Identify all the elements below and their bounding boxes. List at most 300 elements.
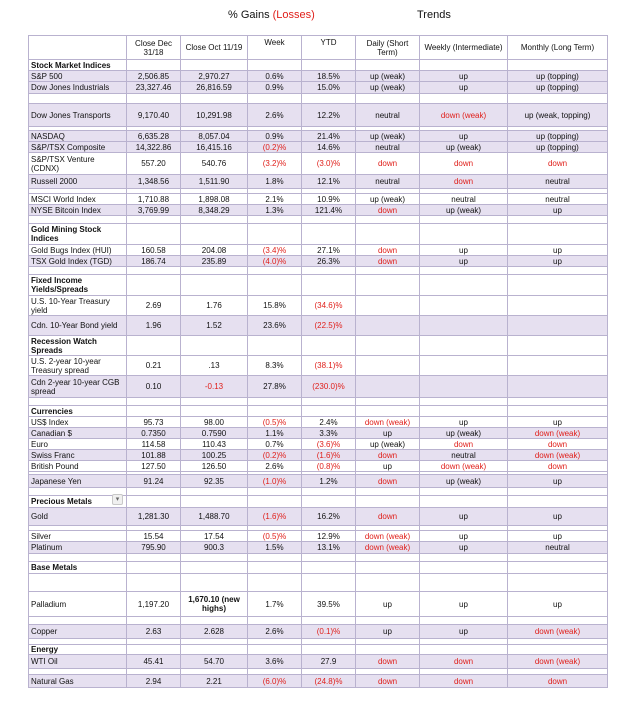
cell-monthly: neutral — [508, 542, 608, 554]
market-trends-table — [28, 35, 608, 688]
col-header-week: Week — [248, 36, 302, 60]
cell-c2: 540.76 — [181, 153, 248, 175]
empty-cell — [248, 398, 302, 406]
cell-c1: 14,322.86 — [127, 142, 181, 153]
row-label: Dow Jones Transports — [29, 104, 127, 127]
cell-ytd: 26.3% — [302, 256, 356, 267]
cell-monthly: down (weak) — [508, 625, 608, 639]
empty-cell — [302, 406, 356, 417]
empty-cell — [508, 645, 608, 655]
cell-weekly: neutral — [420, 450, 508, 461]
cell-week: (0.5)% — [248, 417, 302, 428]
empty-cell — [181, 94, 248, 104]
table-row — [29, 542, 608, 554]
spacer-row — [29, 267, 608, 275]
empty-cell — [302, 488, 356, 496]
empty-cell — [248, 496, 302, 508]
empty-cell — [127, 267, 181, 275]
cell-ytd: (230.0)% — [302, 376, 356, 398]
empty-cell — [508, 398, 608, 406]
empty-cell — [356, 617, 420, 625]
empty-cell — [181, 406, 248, 417]
cell-daily: down — [356, 256, 420, 267]
empty-cell — [356, 216, 420, 224]
cell-week: 0.7% — [248, 439, 302, 450]
cell-daily: up (weak) — [356, 71, 420, 82]
cell-daily: neutral — [356, 104, 420, 127]
empty-cell — [356, 554, 420, 562]
empty-cell — [248, 645, 302, 655]
col-header-close-dec: Close Dec 31/18 — [127, 36, 181, 60]
table-row — [29, 131, 608, 142]
cell-c1: 1,281.30 — [127, 508, 181, 526]
chevron-down-icon[interactable]: ▾ — [112, 494, 123, 505]
cell-weekly — [420, 296, 508, 316]
empty-cell — [181, 336, 248, 356]
empty-cell — [181, 216, 248, 224]
empty-cell — [181, 398, 248, 406]
empty-cell — [181, 562, 248, 574]
empty-cell — [356, 574, 420, 592]
section-header-row — [29, 406, 608, 417]
row-label: U.S. 10-Year Treasury yield — [29, 296, 127, 316]
cell-daily: up — [356, 592, 420, 617]
empty-cell — [420, 267, 508, 275]
cell-ytd: (3.6)% — [302, 439, 356, 450]
cell-c2: 1,488.70 — [181, 508, 248, 526]
empty-cell — [29, 617, 127, 625]
cell-monthly: up — [508, 475, 608, 488]
cell-ytd: (22.5)% — [302, 316, 356, 336]
cell-weekly: down — [420, 439, 508, 450]
cell-week: (4.0)% — [248, 256, 302, 267]
cell-ytd: 16.2% — [302, 508, 356, 526]
table-row — [29, 82, 608, 94]
cell-week: (0.2)% — [248, 450, 302, 461]
empty-cell — [302, 398, 356, 406]
cell-week: 1.3% — [248, 205, 302, 216]
empty-cell — [248, 406, 302, 417]
cell-ytd: 3.3% — [302, 428, 356, 439]
empty-cell — [356, 224, 420, 245]
cell-monthly — [508, 356, 608, 376]
cell-daily — [356, 376, 420, 398]
cell-c2: 235.89 — [181, 256, 248, 267]
cell-week: 23.6% — [248, 316, 302, 336]
cell-daily: neutral — [356, 142, 420, 153]
cell-monthly: down — [508, 439, 608, 450]
cell-week: 1.8% — [248, 175, 302, 189]
cell-c1: 1,197.20 — [127, 592, 181, 617]
section-header-row — [29, 60, 608, 71]
empty-cell — [127, 406, 181, 417]
cell-daily: down — [356, 450, 420, 461]
section-header-row — [29, 562, 608, 574]
cell-c2: 98.00 — [181, 417, 248, 428]
table-row — [29, 508, 608, 526]
empty-cell — [508, 336, 608, 356]
empty-cell — [127, 94, 181, 104]
cell-c1: 3,769.99 — [127, 205, 181, 216]
cell-c1: 127.50 — [127, 461, 181, 472]
table-row — [29, 245, 608, 256]
cell-monthly: down (weak) — [508, 450, 608, 461]
cell-week: (0.2)% — [248, 142, 302, 153]
cell-ytd: (24.8)% — [302, 675, 356, 688]
table-row — [29, 376, 608, 398]
cell-c2: 900.3 — [181, 542, 248, 554]
cell-ytd: 121.4% — [302, 205, 356, 216]
empty-cell — [127, 336, 181, 356]
cell-c2: 100.25 — [181, 450, 248, 461]
cell-daily: down — [356, 655, 420, 669]
empty-cell — [508, 496, 608, 508]
empty-cell — [302, 94, 356, 104]
cell-monthly — [508, 296, 608, 316]
col-header-weekly: Weekly (Intermediate) — [420, 36, 508, 60]
cell-ytd: (0.1)% — [302, 625, 356, 639]
row-label: Cdn 2-year 10-year CGB spread — [29, 376, 127, 398]
empty-cell — [356, 406, 420, 417]
cell-c1: 0.7350 — [127, 428, 181, 439]
empty-cell — [302, 267, 356, 275]
cell-week: 2.1% — [248, 194, 302, 205]
cell-c1: 186.74 — [127, 256, 181, 267]
cell-daily: down — [356, 475, 420, 488]
table-row — [29, 104, 608, 127]
cell-c2: 54.70 — [181, 655, 248, 669]
row-label: NYSE Bitcoin Index — [29, 205, 127, 216]
empty-cell — [508, 94, 608, 104]
empty-cell — [508, 224, 608, 245]
empty-cell — [127, 617, 181, 625]
cell-c1: 2.63 — [127, 625, 181, 639]
row-label: MSCI World Index — [29, 194, 127, 205]
empty-cell — [248, 336, 302, 356]
cell-ytd: 10.9% — [302, 194, 356, 205]
empty-cell — [248, 60, 302, 71]
empty-cell — [127, 488, 181, 496]
cell-c2: 1,511.90 — [181, 175, 248, 189]
cell-c2: 1,670.10 (new highs) — [181, 592, 248, 617]
empty-cell — [302, 60, 356, 71]
cell-daily: up — [356, 428, 420, 439]
empty-cell — [302, 554, 356, 562]
empty-cell — [420, 224, 508, 245]
row-label: British Pound — [29, 461, 127, 472]
cell-daily: down — [356, 508, 420, 526]
col-header-monthly: Monthly (Long Term) — [508, 36, 608, 60]
empty-cell — [29, 94, 127, 104]
row-label: S&P 500 — [29, 71, 127, 82]
cell-monthly: up (weak, topping) — [508, 104, 608, 127]
empty-cell — [356, 94, 420, 104]
cell-c2: 126.50 — [181, 461, 248, 472]
cell-monthly: down — [508, 153, 608, 175]
cell-daily — [356, 316, 420, 336]
empty-cell — [420, 617, 508, 625]
table-row — [29, 592, 608, 617]
empty-cell — [248, 224, 302, 245]
cell-weekly: neutral — [420, 194, 508, 205]
empty-cell — [29, 554, 127, 562]
empty-cell — [302, 574, 356, 592]
cell-weekly: up (weak) — [420, 142, 508, 153]
cell-monthly: up — [508, 592, 608, 617]
cell-c1: 795.90 — [127, 542, 181, 554]
cell-c1: 9,170.40 — [127, 104, 181, 127]
cell-c1: 1,710.88 — [127, 194, 181, 205]
cell-c2: 204.08 — [181, 245, 248, 256]
cell-monthly: up — [508, 256, 608, 267]
row-label: NASDAQ — [29, 131, 127, 142]
cell-week: 2.6% — [248, 625, 302, 639]
cell-monthly: up — [508, 205, 608, 216]
cell-monthly: up (topping) — [508, 142, 608, 153]
table-row — [29, 531, 608, 542]
section-title: Currencies — [29, 406, 127, 417]
cell-weekly: up — [420, 592, 508, 617]
col-header-ytd: YTD — [302, 36, 356, 60]
table-row — [29, 475, 608, 488]
empty-cell — [181, 60, 248, 71]
cell-ytd: (34.6)% — [302, 296, 356, 316]
cell-c2: 2,970.27 — [181, 71, 248, 82]
section-header-row — [29, 275, 608, 296]
cell-c1: 557.20 — [127, 153, 181, 175]
cell-monthly: up (topping) — [508, 71, 608, 82]
gains-header: % Gains (Losses) — [228, 9, 315, 21]
cell-ytd: 21.4% — [302, 131, 356, 142]
cell-ytd: 1.2% — [302, 475, 356, 488]
empty-cell — [356, 267, 420, 275]
empty-cell — [302, 275, 356, 296]
table-row — [29, 655, 608, 669]
cell-weekly — [420, 376, 508, 398]
empty-cell — [127, 496, 181, 508]
empty-cell — [248, 267, 302, 275]
cell-ytd: 13.1% — [302, 542, 356, 554]
cell-daily: down (weak) — [356, 417, 420, 428]
row-label: Gold — [29, 508, 127, 526]
cell-weekly — [420, 356, 508, 376]
cell-weekly: up — [420, 71, 508, 82]
table-row — [29, 356, 608, 376]
empty-cell — [181, 496, 248, 508]
cell-daily: up (weak) — [356, 131, 420, 142]
cell-monthly: neutral — [508, 194, 608, 205]
cell-c1: 6,635.28 — [127, 131, 181, 142]
empty-cell — [248, 617, 302, 625]
empty-cell — [181, 224, 248, 245]
empty-cell — [356, 488, 420, 496]
cell-weekly: up — [420, 625, 508, 639]
cell-weekly: down — [420, 655, 508, 669]
cell-weekly: down — [420, 153, 508, 175]
cell-c2: 17.54 — [181, 531, 248, 542]
row-label: Silver — [29, 531, 127, 542]
table-row — [29, 175, 608, 189]
cell-weekly: up (weak) — [420, 205, 508, 216]
empty-cell — [248, 488, 302, 496]
empty-cell — [127, 224, 181, 245]
empty-cell — [181, 267, 248, 275]
cell-monthly: up — [508, 245, 608, 256]
cell-c2: 10,291.98 — [181, 104, 248, 127]
cell-c1: 114.58 — [127, 439, 181, 450]
row-label: Swiss Franc — [29, 450, 127, 461]
cell-c1: 2,506.85 — [127, 71, 181, 82]
section-title: Stock Market Indices — [29, 60, 127, 71]
empty-cell — [356, 562, 420, 574]
cell-week: 1.7% — [248, 592, 302, 617]
empty-cell — [356, 496, 420, 508]
empty-cell — [302, 562, 356, 574]
cell-weekly: down (weak) — [420, 104, 508, 127]
empty-cell — [302, 224, 356, 245]
section-title: Energy — [29, 645, 127, 655]
cell-c2: 1.76 — [181, 296, 248, 316]
empty-cell — [302, 336, 356, 356]
trends-header: Trends — [417, 9, 451, 21]
table-row — [29, 71, 608, 82]
spacer-row — [29, 617, 608, 625]
cell-monthly: up (topping) — [508, 82, 608, 94]
empty-cell — [29, 267, 127, 275]
row-label: Euro — [29, 439, 127, 450]
empty-cell — [420, 406, 508, 417]
empty-cell — [127, 275, 181, 296]
cell-daily: up (weak) — [356, 194, 420, 205]
cell-monthly — [508, 376, 608, 398]
empty-cell — [508, 216, 608, 224]
table-row — [29, 142, 608, 153]
cell-ytd: 12.2% — [302, 104, 356, 127]
empty-cell — [127, 60, 181, 71]
cell-daily: up — [356, 461, 420, 472]
empty-cell — [356, 645, 420, 655]
cell-daily: down — [356, 205, 420, 216]
spacer-row — [29, 398, 608, 406]
cell-ytd: 27.9 — [302, 655, 356, 669]
cell-ytd: (1.6)% — [302, 450, 356, 461]
cell-c1: 2.94 — [127, 675, 181, 688]
table-body — [29, 60, 608, 688]
losses-label: (Losses) — [272, 9, 315, 21]
row-label: Palladium — [29, 592, 127, 617]
table-row — [29, 194, 608, 205]
cell-daily: down — [356, 675, 420, 688]
cell-daily: up (weak) — [356, 439, 420, 450]
cell-daily: down (weak) — [356, 531, 420, 542]
spacer-row — [29, 574, 608, 592]
cell-daily: down — [356, 245, 420, 256]
empty-cell — [420, 496, 508, 508]
empty-cell — [248, 574, 302, 592]
cell-daily: down — [356, 153, 420, 175]
empty-cell — [508, 275, 608, 296]
empty-cell — [181, 488, 248, 496]
table-row — [29, 428, 608, 439]
empty-cell — [508, 60, 608, 71]
cell-weekly: up — [420, 417, 508, 428]
row-label: U.S. 2-year 10-year Treasury spread — [29, 356, 127, 376]
cell-c2: -0.13 — [181, 376, 248, 398]
row-label: Platinum — [29, 542, 127, 554]
cell-monthly: down (weak) — [508, 655, 608, 669]
table-row — [29, 256, 608, 267]
empty-cell — [127, 645, 181, 655]
cell-week: 1.1% — [248, 428, 302, 439]
cell-weekly: up — [420, 131, 508, 142]
empty-cell — [420, 216, 508, 224]
section-title: Base Metals — [29, 562, 127, 574]
empty-cell — [508, 574, 608, 592]
cell-monthly — [508, 316, 608, 336]
empty-cell — [302, 645, 356, 655]
row-label: Natural Gas — [29, 675, 127, 688]
cell-daily: up (weak) — [356, 82, 420, 94]
empty-cell — [302, 496, 356, 508]
empty-cell — [127, 398, 181, 406]
row-label: S&P/TSX Venture (CDNX) — [29, 153, 127, 175]
empty-cell — [420, 488, 508, 496]
cell-c1: 1.96 — [127, 316, 181, 336]
cell-week: (3.4)% — [248, 245, 302, 256]
cell-ytd: 18.5% — [302, 71, 356, 82]
cell-monthly: up — [508, 531, 608, 542]
table-row — [29, 296, 608, 316]
row-label: Dow Jones Industrials — [29, 82, 127, 94]
section-header-row — [29, 224, 608, 245]
cell-c2: 2.628 — [181, 625, 248, 639]
cell-week: 8.3% — [248, 356, 302, 376]
spacer-row — [29, 216, 608, 224]
empty-cell — [181, 554, 248, 562]
row-label: Copper — [29, 625, 127, 639]
col-header-label — [29, 36, 127, 60]
cell-week: 0.6% — [248, 71, 302, 82]
empty-cell — [420, 562, 508, 574]
empty-cell — [181, 645, 248, 655]
cell-ytd: 14.6% — [302, 142, 356, 153]
empty-cell — [420, 398, 508, 406]
cell-c2: 26,816.59 — [181, 82, 248, 94]
cell-c1: 2.69 — [127, 296, 181, 316]
empty-cell — [181, 617, 248, 625]
cell-ytd: 39.5% — [302, 592, 356, 617]
empty-cell — [508, 562, 608, 574]
cell-monthly: up — [508, 508, 608, 526]
empty-cell — [181, 275, 248, 296]
cell-weekly: up (weak) — [420, 475, 508, 488]
cell-c2: .13 — [181, 356, 248, 376]
row-label: Russell 2000 — [29, 175, 127, 189]
col-header-daily: Daily (Short Term) — [356, 36, 420, 60]
cell-weekly: up — [420, 245, 508, 256]
table-row — [29, 675, 608, 688]
row-label: S&P/TSX Composite — [29, 142, 127, 153]
spacer-row — [29, 94, 608, 104]
cell-weekly: up — [420, 82, 508, 94]
cell-weekly: up (weak) — [420, 428, 508, 439]
section-header-row — [29, 645, 608, 655]
table-row — [29, 439, 608, 450]
empty-cell — [420, 336, 508, 356]
empty-cell — [420, 94, 508, 104]
empty-cell — [508, 267, 608, 275]
empty-cell — [356, 398, 420, 406]
